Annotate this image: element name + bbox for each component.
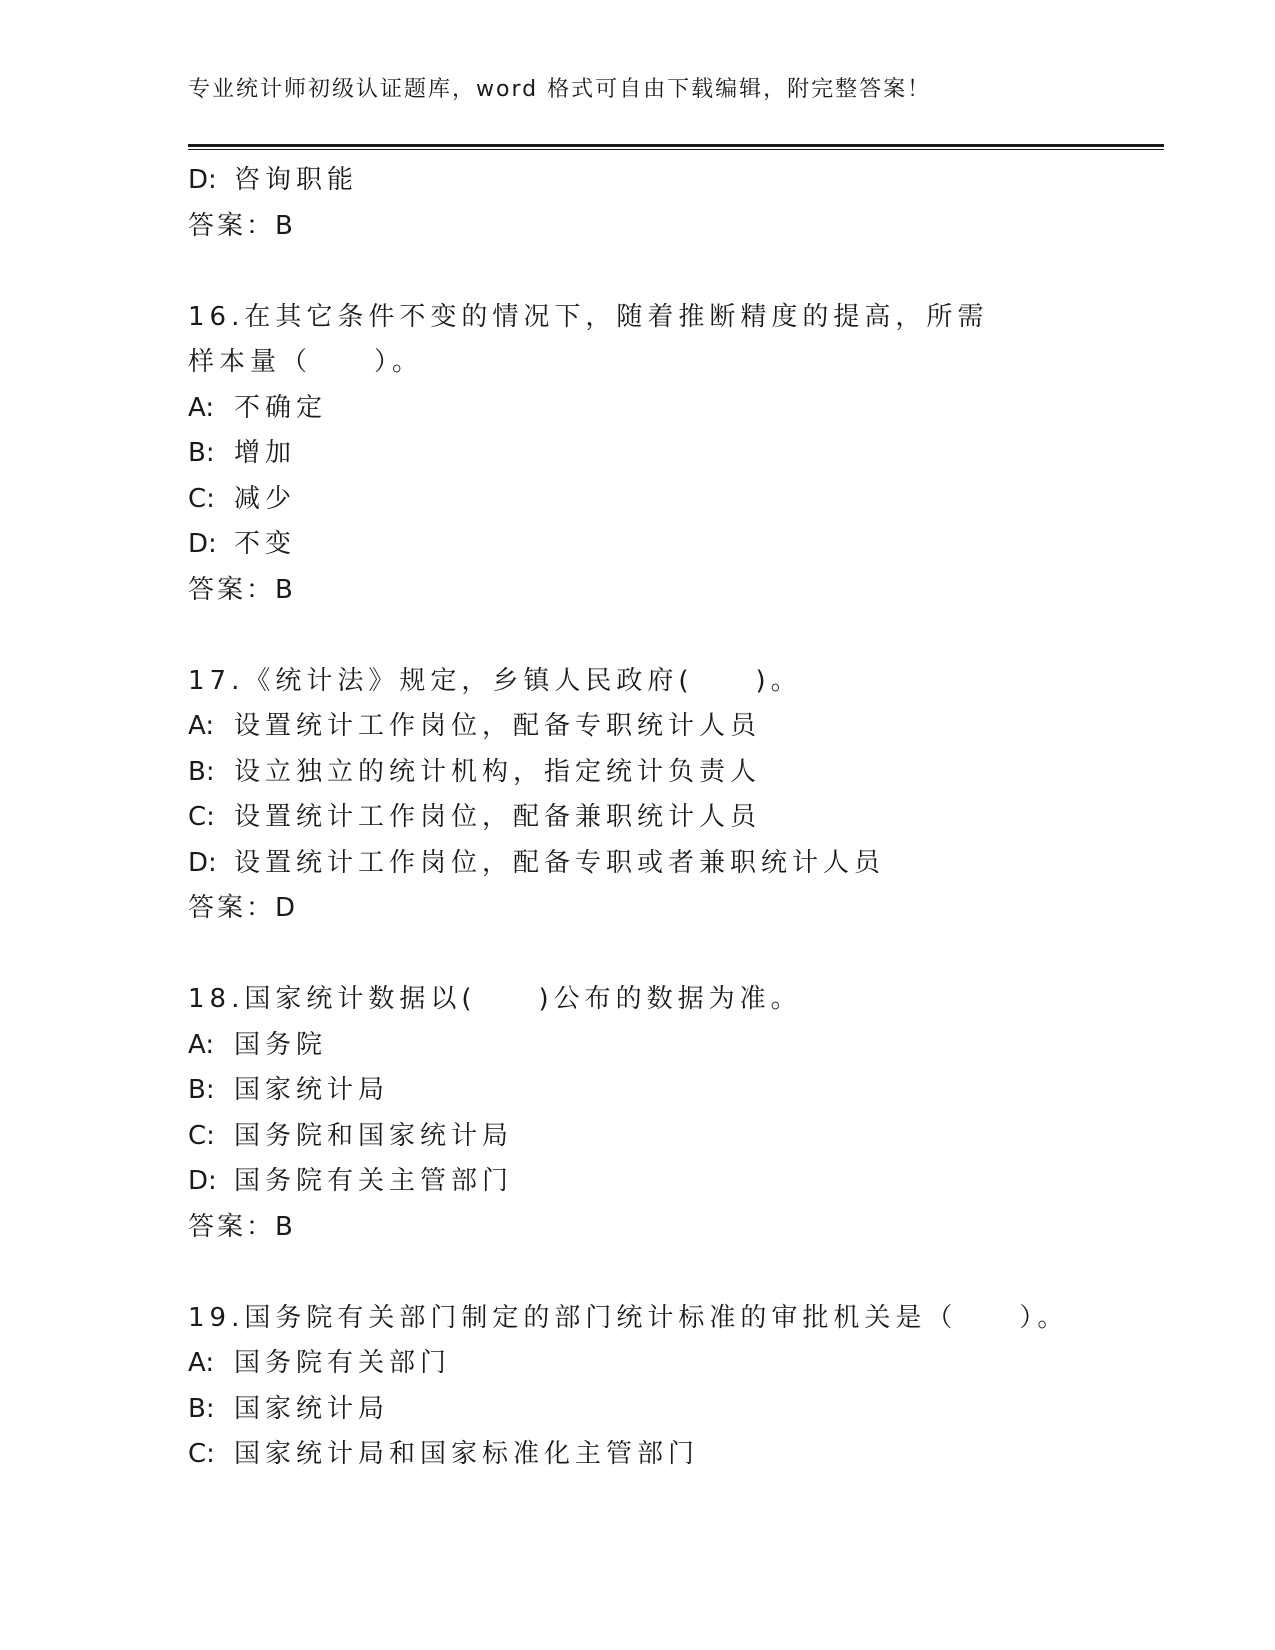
option-text: 设置统计工作岗位，配备兼职统计人员	[234, 802, 762, 832]
spacer	[188, 1250, 1068, 1296]
question-content	[188, 158, 1068, 1478]
option-a	[188, 704, 1068, 750]
question-stem: 18.国家统计数据以( )公布的数据为准。	[188, 984, 802, 1014]
option-text: 国务院有关主管部门	[234, 1166, 514, 1196]
option-key: C:	[188, 1120, 215, 1151]
option-text: 国务院	[234, 1029, 328, 1060]
option-d	[188, 841, 1068, 887]
option-text: 国务院和国家统计局	[234, 1120, 514, 1151]
option-text: 国家统计局	[234, 1393, 390, 1424]
option-text: 不变	[234, 529, 297, 559]
option-key: B:	[188, 1075, 215, 1105]
option-d	[188, 1159, 1068, 1205]
option-key: A:	[188, 1348, 215, 1378]
option-c	[188, 1114, 1068, 1160]
option-text: 设置统计工作岗位，配备专职或者兼职统计人员	[234, 847, 886, 878]
option-d	[188, 522, 1068, 568]
answer-line: 答案：D	[188, 893, 299, 923]
question-stem: 19.国务院有关部门制定的部门统计标准的审批机关是（ ）。	[188, 1302, 1069, 1333]
answer-line: 答案：B	[188, 574, 296, 605]
option-text: 咨询职能	[234, 165, 359, 195]
option-a	[188, 1341, 1068, 1387]
option-b	[188, 1387, 1068, 1433]
option-text: 国家统计局和国家标准化主管部门	[234, 1439, 700, 1469]
option-text: 增加	[234, 438, 297, 468]
option-key: C:	[188, 483, 215, 514]
option-key: D:	[188, 847, 217, 878]
option-b	[188, 1068, 1068, 1114]
option-text: 国务院有关部门	[234, 1348, 452, 1378]
option-c	[188, 477, 1068, 523]
answer-line: 答案：B	[188, 210, 296, 241]
header-divider	[188, 144, 1164, 150]
option-text: 设立独立的统计机构，指定统计负责人	[234, 756, 762, 787]
question-stem: 16.在其它条件不变的情况下，随着推断精度的提高，所需样本量（ ）。	[188, 301, 989, 377]
option-key: B:	[188, 756, 215, 787]
option-c	[188, 795, 1068, 841]
option-key: A:	[188, 392, 215, 423]
option-d	[188, 158, 1068, 204]
option-text: 不确定	[234, 392, 328, 423]
spacer	[188, 932, 1068, 978]
option-key: B:	[188, 438, 215, 468]
option-a	[188, 1023, 1068, 1069]
option-key: C:	[188, 802, 215, 832]
option-text: 减少	[234, 483, 297, 514]
page-header: 专业统计师初级认证题库，word 格式可自由下载编辑，附完整答案！	[188, 77, 932, 102]
spacer	[188, 249, 1068, 295]
option-key: D:	[188, 1166, 217, 1196]
option-key: A:	[188, 1029, 215, 1060]
spacer	[188, 613, 1068, 659]
option-text: 国家统计局	[234, 1075, 390, 1105]
answer-line: 答案：B	[188, 1211, 296, 1242]
option-b	[188, 750, 1068, 796]
option-key: C:	[188, 1439, 215, 1469]
option-b	[188, 431, 1068, 477]
option-c	[188, 1432, 1068, 1478]
option-key: B:	[188, 1393, 215, 1424]
option-key: D:	[188, 529, 217, 559]
option-text: 设置统计工作岗位，配备专职统计人员	[234, 711, 762, 741]
option-key: A:	[188, 711, 215, 741]
option-a	[188, 386, 1068, 432]
question-stem: 17.《统计法》规定，乡镇人民政府( )。	[188, 665, 802, 696]
option-key: D:	[188, 165, 217, 195]
